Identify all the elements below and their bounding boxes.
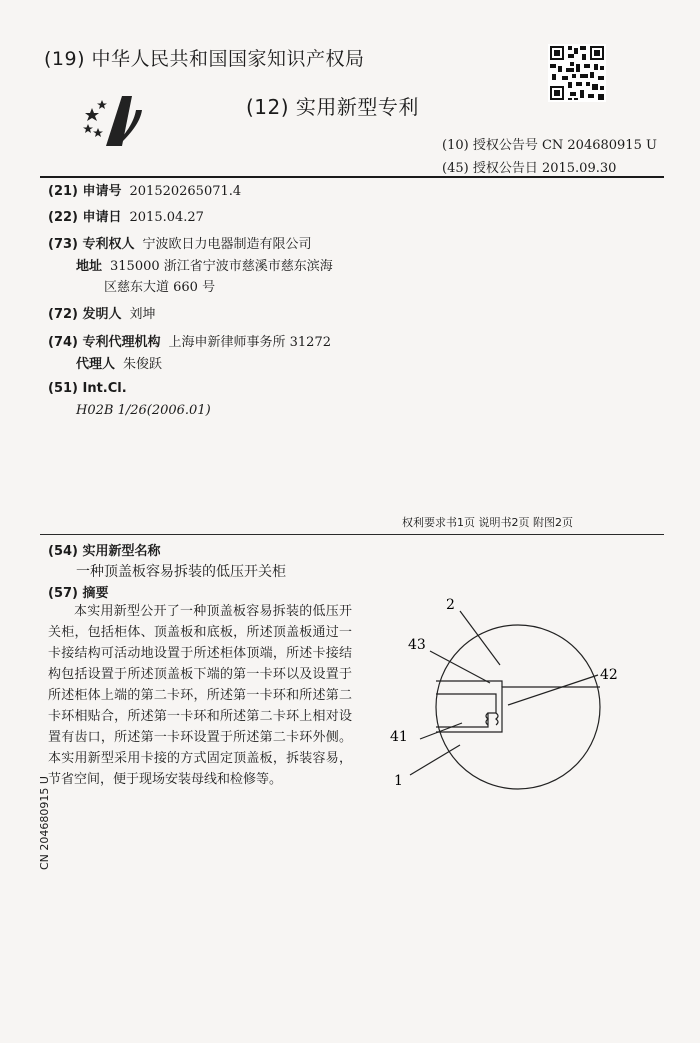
figure-label-1: 1 bbox=[394, 773, 403, 789]
publication-date: (45) 授权公告日 2015.09.30 bbox=[442, 161, 617, 176]
abstract-text: 本实用新型公开了一种顶盖板容易拆装的低压开关柜，包括柜体、顶盖板和底板，所述顶盖板通过一卡接结构可活动地设置于所述柜体顶端，所述卡接结构包括设置于所述顶盖板下端的第一卡环以及设置于所述柜体上端的第二卡环，所述第一卡环和所述第二卡环相贴合，所述第一卡环和所述第二卡环上相对设置有齿口，所述第一卡环设置于所述第二卡环外侧。本实用新型采用卡接的方式固定顶盖板，拆装容易，节省空间，便于现场安装母线和检修等。 bbox=[48, 604, 352, 787]
patentee: (73) 专利权人 宁波欧日力电器制造有限公司 bbox=[48, 237, 312, 252]
abstract-figure bbox=[390, 595, 620, 810]
utility-model-title-label: (54) 实用新型名称 bbox=[48, 544, 161, 559]
inventor: (72) 发明人 刘坤 bbox=[48, 307, 156, 322]
address-line2: 区慈东大道 660 号 bbox=[104, 280, 216, 295]
side-publication-code: CN 204680915 U bbox=[38, 776, 51, 870]
figure-label-2: 2 bbox=[446, 597, 455, 613]
figure-label-41: 41 bbox=[390, 729, 408, 745]
ipc-value: H02B 1/26(2006.01) bbox=[76, 403, 211, 418]
patent-agent: 代理人 朱俊跃 bbox=[76, 357, 163, 372]
patent-agency: (74) 专利代理机构 上海申新律师事务所 31272 bbox=[48, 335, 331, 350]
cnipa-logo-icon bbox=[82, 88, 146, 152]
issuing-office: (19) 中华人民共和国国家知识产权局 bbox=[44, 48, 365, 70]
figure-label-42: 42 bbox=[600, 667, 618, 683]
ipc-label: (51) Int.Cl. bbox=[48, 381, 127, 396]
abstract-label: (57) 摘要 bbox=[48, 586, 109, 601]
publication-number: (10) 授权公告号 CN 204680915 U bbox=[442, 138, 657, 153]
address: 地址 315000 浙江省宁波市慈溪市慈东滨海 bbox=[76, 259, 333, 274]
application-number: (21) 申请号 201520265071.4 bbox=[48, 184, 242, 199]
patent-kind-title: (12) 实用新型专利 bbox=[246, 95, 419, 119]
section-divider bbox=[40, 534, 664, 535]
application-date: (22) 申请日 2015.04.27 bbox=[48, 210, 204, 225]
header-divider bbox=[40, 176, 664, 178]
utility-model-title: 一种顶盖板容易拆装的低压开关柜 bbox=[76, 564, 286, 580]
figure-label-43: 43 bbox=[408, 637, 426, 653]
page-count-info: 权利要求书1页 说明书2页 附图2页 bbox=[402, 516, 573, 529]
qr-code-icon bbox=[548, 44, 606, 102]
